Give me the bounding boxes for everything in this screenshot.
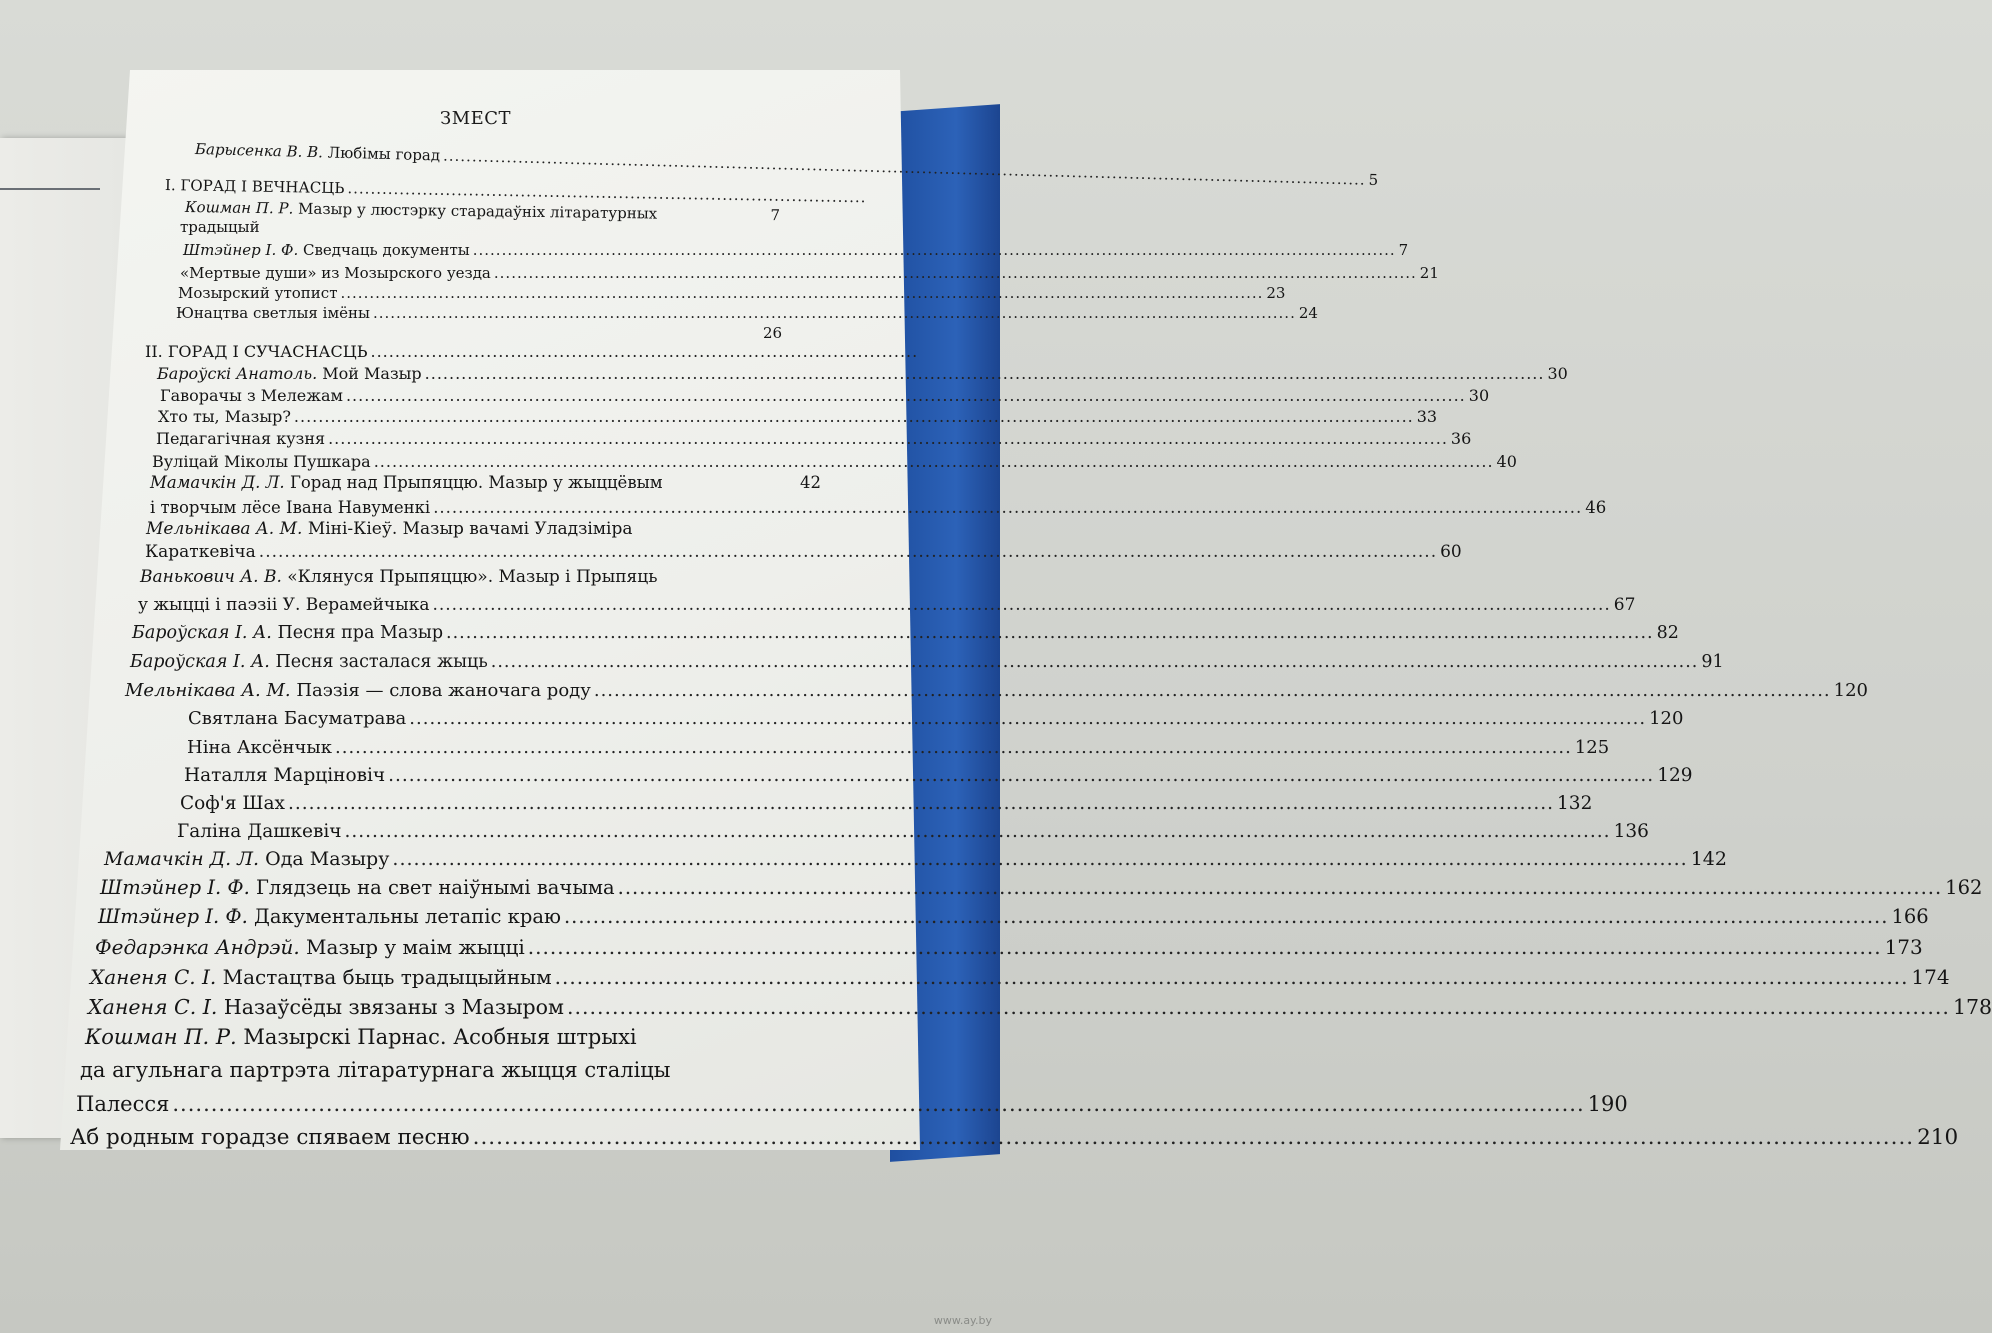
- entry-author: Мельнікава А. М.: [146, 519, 303, 539]
- toc-entry: [150, 498, 1607, 517]
- entry-author: Бароўская І. А.: [130, 652, 270, 672]
- entry-page: 125: [1574, 737, 1610, 758]
- leader-dots: ........................................................................................................................................................................................: [287, 793, 1555, 814]
- entry-title: Міні-Кіеў. Мазыр вачамі Уладзіміра: [307, 519, 633, 539]
- entry-page: 132: [1557, 793, 1593, 814]
- toc-entry: [70, 1125, 1959, 1150]
- toc-entry: [104, 848, 1727, 870]
- entry-page: 5: [1368, 170, 1379, 189]
- entry-title: Педагагічная кузня: [156, 429, 326, 448]
- entry-page: 24: [1298, 304, 1318, 322]
- entry-author: Кошман П. Р.: [85, 1025, 237, 1049]
- entry-title: Ніна Аксёнчык: [187, 737, 332, 758]
- toc-entry: [150, 473, 821, 492]
- toc-entry: [138, 595, 1636, 615]
- entry-title: Мозырский утопист: [178, 284, 338, 302]
- entry-author: Мельнікава А. М.: [125, 680, 291, 701]
- entry-title: Мастацтва быць традыцыйным: [222, 965, 552, 989]
- entry-author: Бароўскі Анатоль.: [157, 364, 318, 383]
- entry-title: Хто ты, Мазыр?: [158, 407, 291, 426]
- leader-dots: ........................................................................................................................................................................................: [432, 595, 1611, 615]
- leader-dots: ........................................................................................................................................................................................: [409, 708, 1647, 729]
- entry-page: 136: [1613, 821, 1649, 842]
- toc-entry: [158, 407, 1438, 426]
- entry-author: Штэйнер І. Ф.: [100, 876, 250, 899]
- entry-title: Караткевіча: [145, 542, 256, 562]
- entry-page: 33: [1416, 407, 1438, 426]
- entry-author: Мамачкін Д. Л.: [150, 473, 285, 492]
- entry-title: Аб родным горадзе спяваем песню: [70, 1125, 470, 1150]
- toc-entry: [184, 765, 1693, 786]
- entry-author: Бароўская І. А.: [132, 623, 272, 643]
- entry-title: Галіна Дашкевіч: [177, 821, 342, 842]
- toc-entry: [130, 652, 1724, 672]
- entry-continuation: традыцый: [180, 218, 260, 236]
- leader-dots: ........................................................................................................................................................................................: [388, 765, 1655, 786]
- entry-page: 129: [1657, 765, 1693, 786]
- entry-continuation: да агульнага партрэта літаратурнага жыцця сталіцы: [80, 1058, 671, 1082]
- entry-title: Ода Мазыру: [265, 848, 390, 870]
- entry-page: 82: [1656, 623, 1679, 643]
- entry-title: Наталля Марціновіч: [184, 765, 386, 786]
- entry-page: 30: [1547, 364, 1568, 383]
- leader-dots: [660, 219, 767, 220]
- entry-page: 91: [1701, 652, 1724, 672]
- entry-page: 40: [1496, 452, 1517, 471]
- toc-entry: [88, 995, 1992, 1019]
- leader-dots: ........................................................................................................................................................................................: [563, 905, 1889, 928]
- leader-dots: ........................................................................................................................................................................................: [172, 1092, 1585, 1116]
- leader-dots: ........................................................................................................................................................................................: [617, 876, 1943, 899]
- leader-dots: ........................................................................................................................................................................................: [293, 407, 1414, 426]
- leader-dots: ........................................................................................................................................................................................: [433, 498, 1583, 517]
- entry-page: 120: [1833, 680, 1868, 701]
- entry-page: 174: [1911, 965, 1950, 989]
- leader-dots: ........................................................................................................................................................................................: [392, 848, 1688, 870]
- entry-page: 21: [1419, 264, 1439, 282]
- entry-page: 23: [1266, 284, 1286, 302]
- toc-entry: [98, 905, 1929, 928]
- leader-dots: ........................................................................................................................................................................................: [345, 386, 1466, 405]
- leader-dots: ..........................................................................................: [370, 342, 919, 361]
- toc-entry: [76, 1092, 1628, 1116]
- leader-dots: ........................................................................................................................................................................................: [527, 935, 1882, 959]
- leader-dots: ........................................................................................................................................................................................: [424, 364, 1545, 383]
- entry-author: Штэйнер І. Ф.: [98, 905, 248, 928]
- entry-page: 7: [770, 206, 781, 225]
- section-heading: [145, 342, 919, 361]
- section-heading-text: I. ГОРАД І ВЕЧНАСЦЬ: [164, 176, 345, 198]
- leader-dots: ........................................................................................................................................................................................: [335, 737, 1572, 758]
- entry-title: Мой Мазыр: [322, 364, 422, 383]
- toc-entry: [180, 793, 1593, 814]
- entry-page: 178: [1952, 995, 1992, 1019]
- entry-page: 162: [1945, 876, 1983, 899]
- entry-title: Дакументальны летапіс краю: [253, 905, 561, 928]
- entry-title: Песня засталася жыць: [275, 652, 488, 672]
- entry-title: Гаворачы з Мележам: [160, 386, 343, 405]
- entry-page: 36: [1450, 429, 1472, 448]
- entry-page: 120: [1649, 708, 1684, 729]
- entry-title: Соф'я Шах: [180, 793, 285, 814]
- toc-entry: [178, 284, 1286, 302]
- leader-dots: ........................................................................................................................................................................................: [593, 680, 1831, 701]
- entry-page: 190: [1587, 1092, 1628, 1116]
- entry-title: Юнацтва светлыя імёны: [176, 304, 370, 322]
- toc-entry: [140, 567, 815, 587]
- left-page-rule: [0, 188, 100, 190]
- toc-entry: [145, 542, 1462, 562]
- entry-author: Ванькович А. В.: [140, 567, 282, 587]
- leader-dots: ........................................................................................................................................................................................: [566, 995, 1950, 1019]
- toc-entry: [157, 364, 1568, 383]
- entry-page: 210: [1917, 1125, 1959, 1150]
- entry-page: 173: [1884, 935, 1923, 959]
- entry-title: Паэзія — слова жаночага роду: [296, 680, 591, 701]
- entry-author: Мамачкін Д. Л.: [104, 848, 260, 870]
- entry-author: Барысенка В. В.: [194, 140, 324, 162]
- leader-dots: ................................................................................................................................................................: [472, 241, 1396, 259]
- entry-page: 42: [800, 473, 821, 492]
- entry-title: «Клянуся Прыпяццю». Мазыр і Прыпяць: [287, 567, 658, 587]
- entry-title: у жыцці і паэзіі У. Верамейчыка: [138, 595, 430, 615]
- entry-title: Святлана Басуматрава: [188, 708, 407, 729]
- leader-dots: ........................................................................................................................................................................................: [446, 623, 1654, 643]
- entry-title: Глядзець на свет наіўнымі вачыма: [255, 876, 615, 899]
- toc-entry: [187, 737, 1610, 758]
- leader-dots: ................................................................................................................................................................: [493, 264, 1417, 282]
- entry-page: 166: [1891, 905, 1929, 928]
- leader-dots: ........................................................................................................................................................................................: [472, 1125, 1915, 1150]
- entry-page: 60: [1440, 542, 1462, 562]
- toc-entry: [100, 876, 1983, 899]
- toc-entry: [160, 386, 1490, 405]
- entry-page: 26: [763, 324, 783, 342]
- leader-dots: ........................................................................................................................................................................................: [554, 965, 1909, 989]
- entry-title: і творчым лёсе Івана Навуменкі: [150, 498, 431, 517]
- leader-dots: ........................................................................................................................................................................................: [328, 429, 1448, 448]
- toc-entry: [132, 623, 1679, 643]
- toc-entry: [146, 519, 806, 539]
- toc-entry: [90, 965, 1950, 989]
- leader-dots: ..........................................................................................: [347, 179, 867, 207]
- entry-title: Назаўсёды звязаны з Мазыром: [223, 995, 564, 1019]
- toc-entry: [177, 821, 1649, 842]
- leader-dots: ........................................................................................................................................................................................: [490, 652, 1699, 672]
- toc-entry: [180, 264, 1439, 282]
- toc-title: ЗМЕСТ: [440, 108, 512, 129]
- entry-title: Песня пра Мазыр: [277, 623, 444, 643]
- entry-title: Мазыр у маім жыцці: [306, 935, 525, 959]
- leader-dots: ................................................................................................................................................................: [442, 146, 1366, 189]
- toc-entry: [156, 429, 1472, 448]
- entry-page: 46: [1585, 498, 1607, 517]
- leader-dots: ................................................................................................................................................................: [340, 284, 1264, 302]
- entry-page: 142: [1690, 848, 1727, 870]
- entry-author: Федарэнка Андрэй.: [95, 935, 300, 959]
- entry-title: Вуліцай Міколы Пушкара: [152, 452, 371, 471]
- entry-page: 67: [1613, 595, 1636, 615]
- entry-title: «Мертвые души» из Мозырского уезда: [180, 264, 491, 282]
- entry-title: Сведчаць документы: [303, 241, 470, 259]
- entry-title: Горад над Прыпяццю. Мазыр у жыццёвым: [289, 473, 663, 492]
- toc-entry: [85, 1025, 785, 1049]
- toc-entry: [125, 680, 1868, 701]
- toc-entry: [95, 935, 1923, 959]
- entry-title: Мазыр у люстэрку старадаўніх літаратурных: [298, 199, 658, 223]
- entry-title: Палесся: [76, 1092, 170, 1116]
- entry-author: Кошман П. Р.: [184, 198, 294, 218]
- leader-dots: ........................................................................................................................................................................................: [373, 452, 1494, 471]
- entry-author: Штэйнер І. Ф.: [183, 241, 299, 259]
- toc-entry: [152, 452, 1517, 471]
- entry-title: Любімы горад: [327, 143, 441, 165]
- toc-entry: [176, 304, 1318, 322]
- entry-author: Ханеня С. І.: [88, 995, 218, 1019]
- toc-entry: [183, 241, 1409, 259]
- entry-title: Мазырскі Парнас. Асобныя штрыхі: [243, 1025, 637, 1049]
- entry-author: Ханеня С. І.: [90, 965, 217, 989]
- leader-dots: ................................................................................................................................................................: [372, 304, 1296, 322]
- entry-page: 7: [1398, 241, 1409, 259]
- leader-dots: ........................................................................................................................................................................................: [258, 542, 1438, 562]
- leader-dots: ........................................................................................................................................................................................: [344, 821, 1611, 842]
- toc-entry: [188, 708, 1684, 729]
- section-heading-text: II. ГОРАД І СУЧАСНАСЦЬ: [145, 342, 368, 361]
- watermark: www.ay.by: [933, 1314, 992, 1327]
- entry-page: 30: [1468, 386, 1490, 405]
